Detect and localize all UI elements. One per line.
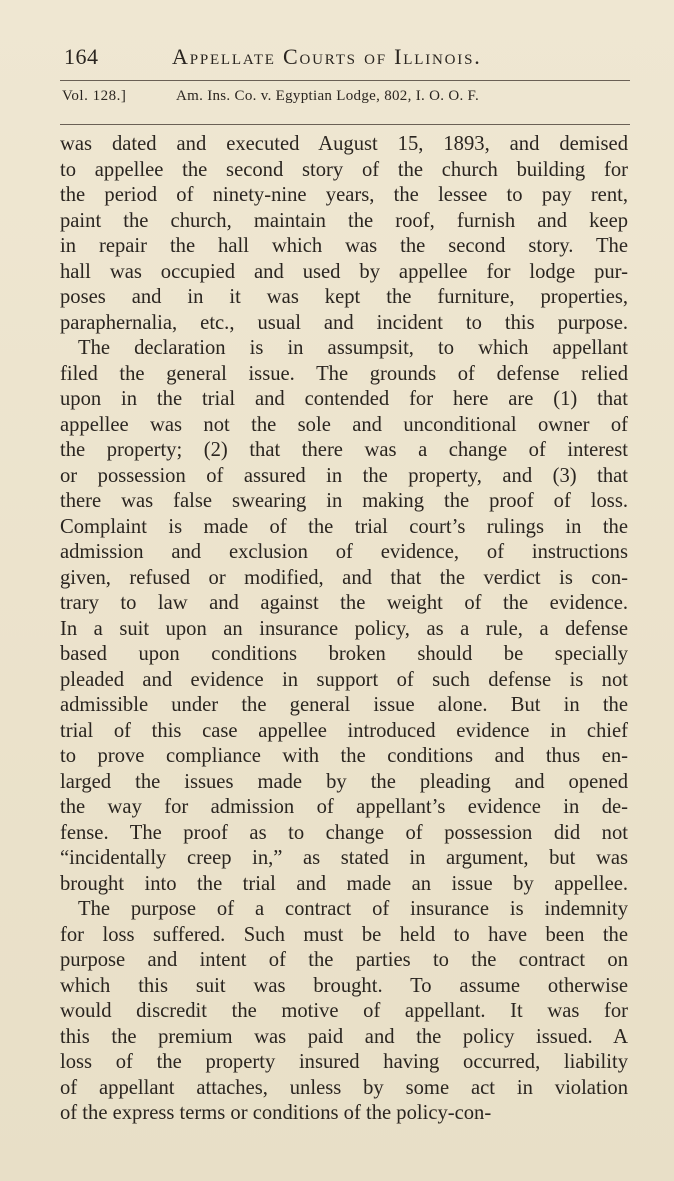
text-line: the property; (2) that there was a change of interest [60, 439, 628, 461]
text-line: admission and exclusion of evidence, of instructions [60, 541, 628, 563]
text-line: paint the church, maintain the roof, furnish and keep [60, 209, 628, 232]
text-line: the period of ninety-nine years, the lessee to pay rent, [60, 184, 628, 206]
text-line: given, refused or modified, and that the verdict is con- [60, 566, 628, 589]
text-line: of appellant attaches, unless by some act in violation [60, 1076, 628, 1099]
text-line: larged the issues made by the pleading and opened [60, 770, 628, 793]
text-line: appellee was not the sole and unconditional owner of [60, 413, 628, 436]
text-line: would discredit the motive of appellant. It was for [60, 1000, 628, 1022]
text-line: The purpose of a contract of insurance is indemnity [78, 898, 628, 920]
page-number: 164 [64, 44, 99, 69]
text-line: which this suit was brought. To assume otherwise [60, 974, 628, 997]
text-line: of the express terms or conditions of the policy-con- [60, 1102, 492, 1124]
text-line: loss of the property insured having occurred, liability [60, 1051, 628, 1073]
text-line: pleaded and evidence in support of such defense is not [60, 668, 628, 691]
text-line: to appellee the second story of the church building for [60, 158, 628, 181]
text-line: paraphernalia, etc., usual and incident to this purpose. [60, 311, 628, 334]
body-text [60, 132, 628, 1127]
text-line: Complaint is made of the trial court’s rulings in the [60, 515, 628, 538]
text-line: poses and in it was kept the furniture, properties, [60, 286, 628, 308]
text-line: The declaration is in assumpsit, to which appellant [78, 337, 628, 359]
text-line: In a suit upon an insurance policy, as a rule, a defense [60, 617, 628, 640]
case-header [62, 88, 632, 110]
running-head [60, 44, 640, 74]
text-line: to prove compliance with the conditions and thus en- [60, 745, 628, 767]
text-line: or possession of assured in the property, and (3) that [60, 464, 628, 487]
volume-reference: Vol. 128.] [62, 88, 127, 104]
text-line: hall was occupied and used by appellee for lodge pur- [60, 260, 628, 283]
text-line: fense. The proof as to change of possession did not [60, 821, 628, 844]
text-line: based upon conditions broken should be specially [60, 643, 628, 665]
text-line: the way for admission of appellant’s evidence in de- [60, 796, 628, 818]
text-line: this the premium was paid and the policy issued. A [60, 1025, 628, 1048]
text-line: there was false swearing in making the proof of loss. [60, 490, 628, 512]
text-line: trial of this case appellee introduced evidence in chief [60, 719, 628, 742]
text-line: purpose and intent of the parties to the contract on [60, 949, 628, 971]
text-line: in repair the hall which was the second story. The [60, 235, 628, 257]
running-title: Appellate Courts of Illinois. [172, 44, 482, 69]
text-line: for loss suffered. Such must be held to have been the [60, 923, 628, 946]
text-line: upon in the trial and contended for here are (1) that [60, 388, 628, 410]
text-line: “incidentally creep in,” as stated in argument, but was [60, 847, 628, 869]
header-rule-bottom [60, 124, 630, 125]
text-line: was dated and executed August 15, 1893, and demised [60, 133, 628, 155]
text-line: trary to law and against the weight of the evidence. [60, 592, 628, 614]
text-line: admissible under the general issue alone. But in the [60, 694, 628, 716]
text-line: brought into the trial and made an issue by appellee. [60, 872, 628, 895]
text-line: filed the general issue. The grounds of defense relied [60, 362, 628, 385]
header-rule-top [60, 80, 630, 81]
case-title: Am. Ins. Co. v. Egyptian Lodge, 802, I. O. O. F. [176, 88, 480, 104]
